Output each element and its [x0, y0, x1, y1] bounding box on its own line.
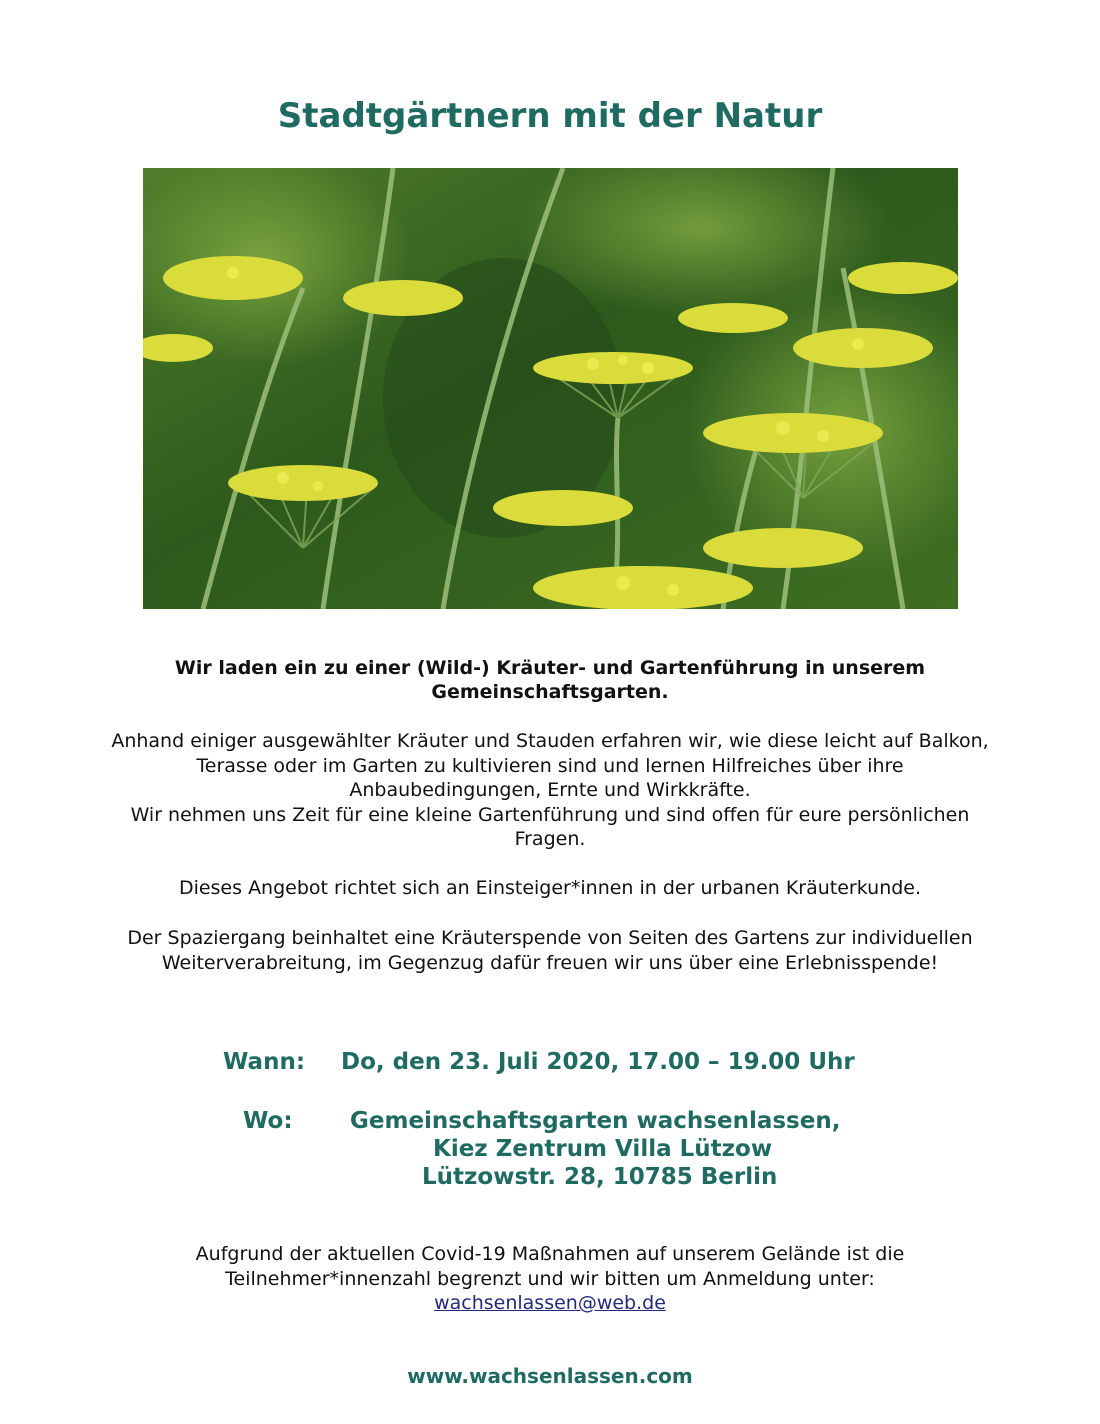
when-value: Do, den 23. Juli 2020, 17.00 – 19.00 Uhr	[341, 1049, 855, 1075]
description-text: Anhand einiger ausgewählter Kräuter und Stauden erfahren wir, wie diese leicht auf Balkon, Terasse oder im Garten zu kultivieren sind und lernen Hilfreiches über ihre Anbaubedingungen, Ernte und Wirkkräfte.	[111, 730, 989, 801]
description-text-questions: Wir nehmen uns Zeit für eine kleine Gartenführung und sind offen für eure persönlichen Fragen.	[130, 803, 970, 850]
where-line-garden: Gemeinschaftsgarten wachsenlassen,	[350, 1108, 841, 1134]
fennel-flowers-photo	[143, 168, 958, 609]
audience-paragraph: Dieses Angebot richtet sich an Einsteiger*innen in der urbanen Kräuterkunde.	[178, 877, 922, 899]
where-line-address: Lützowstr. 28, 10785 Berlin	[422, 1164, 778, 1190]
website-url: www.wachsenlassen.com	[407, 1364, 693, 1388]
covid-notice-text: Aufgrund der aktuellen Covid-19 Maßnahmen auf unserem Gelände ist die Teilnehmer*innenzahl begrenzt und wir bitten um Anmeldung unter:	[195, 1243, 905, 1290]
where-line-venue: Kiez Zentrum Villa Lützow	[433, 1136, 773, 1162]
page-title: Stadtgärtnern mit der Natur	[277, 96, 823, 136]
donation-paragraph: Der Spaziergang beinhaltet eine Kräuterspende von Seiten des Gartens zur individuellen Weiterverabreitung, im Gegenzug dafür freuen wir uns über eine Erlebnisspende!	[127, 927, 973, 974]
where-label: Wo:	[243, 1108, 293, 1134]
email-link[interactable]: wachsenlassen@web.de	[434, 1292, 666, 1314]
when-label: Wann:	[223, 1049, 306, 1075]
intro-heading: Wir laden ein zu einer (Wild-) Kräuter- und Gartenführung in unserem Gemeinschaftsgarten.	[174, 657, 926, 703]
description-paragraph	[110, 729, 990, 852]
covid-notice	[110, 1242, 990, 1316]
